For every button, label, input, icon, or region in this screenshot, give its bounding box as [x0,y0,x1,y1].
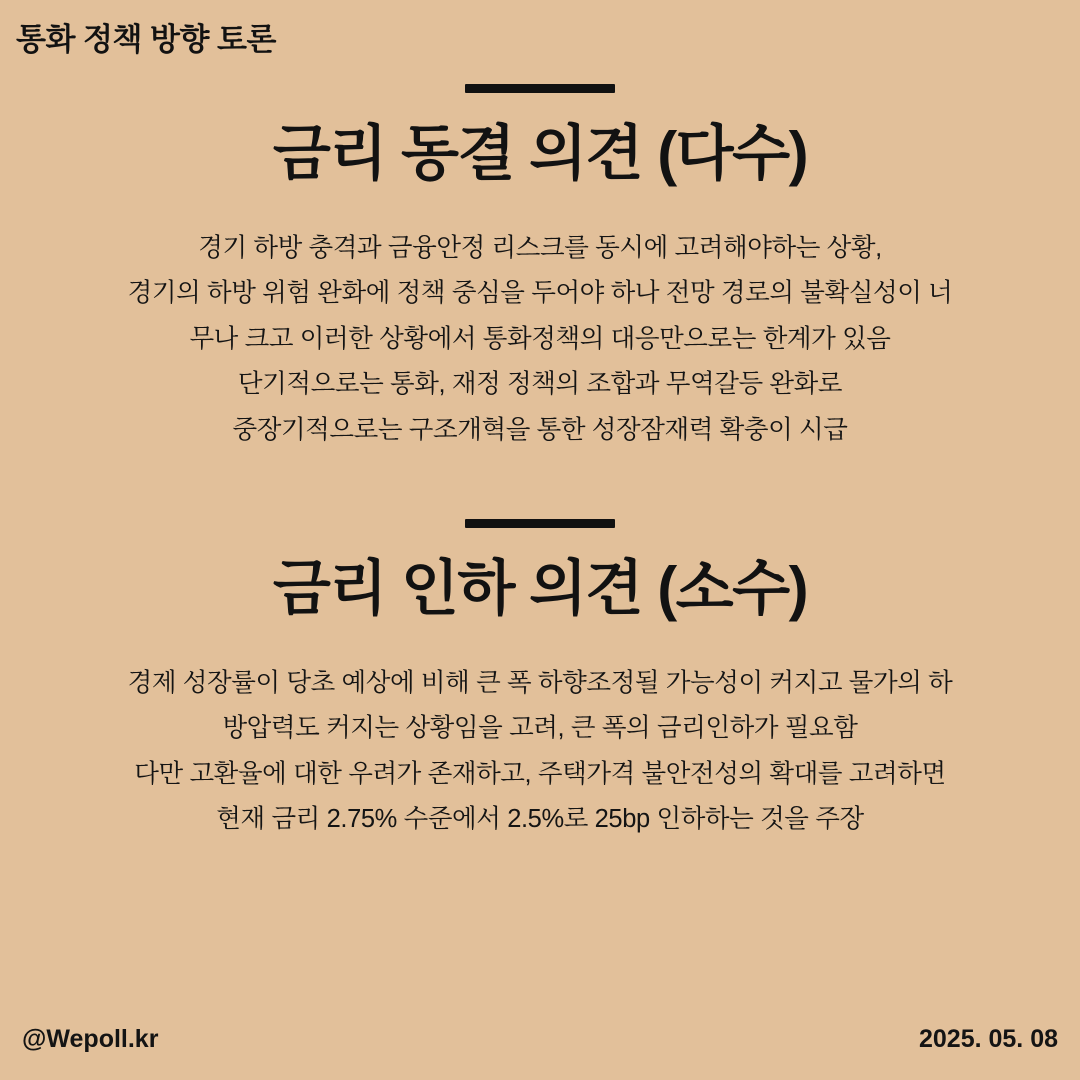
section-divider [465,519,615,528]
section-title: 금리 동결 의견 (다수) [272,120,808,187]
body-line: 단기적으로는 통화, 재정 정책의 조합과 무역갈등 완화로 [237,370,843,399]
publish-date: 2025. 05. 08 [918,1025,1058,1053]
body-line: 중장기적으로는 구조개혁을 통한 성장잠재력 확충이 시급 [232,415,848,444]
body-line: 경기의 하방 위험 완화에 정책 중심을 두어야 하나 전망 경로의 불확실성이 너 [127,279,953,308]
body-line: 현재 금리 2.75% 수준에서 2.5%로 25bp 인하하는 것을 주장 [216,805,864,833]
content-area [0,60,1080,842]
body-line: 방압력도 커지는 상황임을 고려, 큰 폭의 금리인하가 필요함 [222,714,858,743]
section-body [0,226,1080,453]
page-title: 통화 정책 방향 토론 [16,22,276,57]
section-title: 금리 인하 의견 (소수) [272,554,808,622]
body-line: 다만 고환율에 대한 우려가 존재하고, 주택가격 불안전성의 확대를 고려하면 [134,759,946,788]
account-handle: @Wepoll.kr [22,1025,159,1053]
section-rate-cut [0,519,1080,843]
body-line: 경제 성장률이 당초 예상에 비해 큰 폭 하향조정될 가능성이 커지고 물가의 하 [127,668,953,697]
footer [0,1025,1080,1054]
section-divider [465,84,615,93]
body-line: 무나 크고 이러한 상황에서 통화정책의 대응만으로는 한계가 있음 [189,324,891,353]
body-line: 경기 하방 충격과 금융안정 리스크를 동시에 고려해야하는 상황, [198,234,882,262]
section-body [0,661,1080,843]
section-rate-freeze [0,84,1080,453]
